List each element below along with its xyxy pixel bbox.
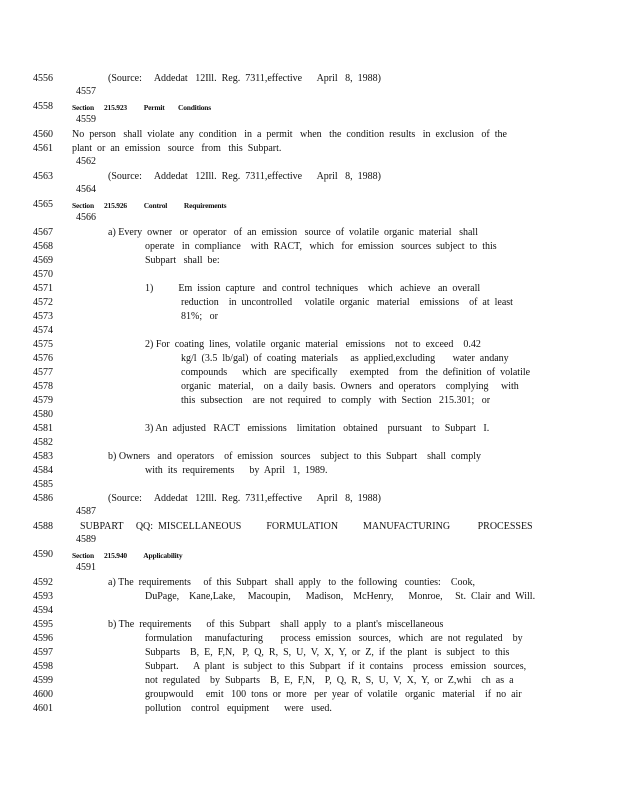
text-line: plant or an emission source from this Subpart.: [72, 143, 282, 154]
text-line: Subpart. A plant is subject to this Subpart if it contains process emission sources,: [145, 661, 527, 672]
text-line: (Source: Addedat 12Ill. Reg. 7311,effective April 8, 1988): [108, 73, 382, 84]
text-line: 2) For coating lines, volatile organic material emissions not to exceed 0.42: [145, 339, 481, 350]
text-line: No person shall violate any condition in a permit when the condition results in exclusion of the: [72, 129, 507, 140]
line-number: 4599: [33, 675, 53, 686]
line-number: 4592: [33, 577, 53, 588]
line-number: 4557: [76, 86, 96, 97]
text-line: DuPage, Kane,Lake, Macoupin, Madison, McHenry, Monroe, St. Clair and Will.: [145, 591, 536, 602]
line-number: 4564: [76, 184, 96, 195]
line-number: 4572: [33, 297, 53, 308]
line-number: 4569: [33, 255, 53, 266]
line-number: 4574: [33, 325, 53, 336]
text-line: compounds which are specifically exempted from the definition of volatile: [181, 367, 531, 378]
line-number: 4568: [33, 241, 53, 252]
section-heading: Section 215.923 Permit Conditions: [72, 103, 211, 112]
section-heading: Section 215.926 Control Requirements: [72, 201, 227, 210]
line-number: 4586: [33, 493, 53, 504]
text-line: organic material, on a daily basis. Owners and operators complying with: [181, 381, 519, 392]
line-number: 4575: [33, 339, 53, 350]
line-number: 4560: [33, 129, 53, 140]
line-number: 4583: [33, 451, 53, 462]
line-number: 4570: [33, 269, 53, 280]
line-number: 4588: [33, 521, 53, 532]
line-number: 4556: [33, 73, 53, 84]
line-number: 4587: [76, 506, 96, 517]
text-line: 81%; or: [181, 311, 218, 322]
line-number: 4580: [33, 409, 53, 420]
text-line: formulation manufacturing process emission sources, which are not regulated by: [145, 633, 523, 644]
text-line: (Source: Addedat 12Ill. Reg. 7311,effective April 8, 1988): [108, 171, 382, 182]
line-number: 4562: [76, 156, 96, 167]
line-number: 4600: [33, 689, 53, 700]
line-number: 4567: [33, 227, 53, 238]
line-number: 4579: [33, 395, 53, 406]
text-line: reduction in uncontrolled volatile organic material emissions of at least: [181, 297, 513, 308]
line-number: 4571: [33, 283, 53, 294]
line-number: 4596: [33, 633, 53, 644]
line-number: 4565: [33, 199, 53, 210]
text-line: kg/l (3.5 lb/gal) of coating materials as applied,excluding water andany: [181, 353, 509, 364]
line-number: 4597: [33, 647, 53, 658]
line-number: 4581: [33, 423, 53, 434]
text-line: a) The requirements of this Subpart shall apply to the following counties: Cook,: [108, 577, 475, 588]
line-number: 4593: [33, 591, 53, 602]
text-line: pollution control equipment were used.: [145, 703, 332, 714]
line-number: 4576: [33, 353, 53, 364]
text-line: b) The requirements of this Subpart shall apply to a plant's miscellaneous: [108, 619, 444, 630]
text-line: not regulated by Subparts B, E, F,N, P, Q, R, S, U, V, X, Y, or Z,whi ch as a: [145, 675, 514, 686]
line-number: 4561: [33, 143, 53, 154]
text-line: (Source: Addedat 12Ill. Reg. 7311,effective April 8, 1988): [108, 493, 382, 504]
line-number: 4591: [76, 562, 96, 573]
text-line: with its requirements by April 1, 1989.: [145, 465, 328, 476]
text-line: Subparts B, E, F,N, P, Q, R, S, U, V, X, Y, or Z, if the plant is subject to this: [145, 647, 510, 658]
line-number: 4582: [33, 437, 53, 448]
line-number: 4558: [33, 101, 53, 112]
text-line: b) Owners and operators of emission sources subject to this Subpart shall comply: [108, 451, 481, 462]
text-line: groupwould emit 100 tons or more per year of volatile organic material if no air: [145, 689, 522, 700]
line-number: 4559: [76, 114, 96, 125]
line-number: 4595: [33, 619, 53, 630]
line-number: 4590: [33, 549, 53, 560]
text-line: Subpart shall be:: [145, 255, 220, 266]
line-number: 4589: [76, 534, 96, 545]
text-line: SUBPART QQ: MISCELLANEOUS FORMULATION MANUFACTURING PROCESSES: [80, 521, 533, 532]
line-number: 4585: [33, 479, 53, 490]
line-number: 4598: [33, 661, 53, 672]
text-line: operate in compliance with RACT, which for emission sources subject to this: [145, 241, 497, 252]
line-number: 4601: [33, 703, 53, 714]
text-line: a) Every owner or operator of an emission source of volatile organic material shall: [108, 227, 478, 238]
section-heading: Section 215.940 Applicability: [72, 551, 183, 560]
text-line: 3) An adjusted RACT emissions limitation obtained pursuant to Subpart I.: [145, 423, 490, 434]
line-number: 4578: [33, 381, 53, 392]
text-line: 1) Em ission capture and control techniques which achieve an overall: [145, 283, 481, 294]
line-number: 4577: [33, 367, 53, 378]
text-line: this subsection are not required to comply with Section 215.301; or: [181, 395, 491, 406]
line-number: 4566: [76, 212, 96, 223]
line-number: 4584: [33, 465, 53, 476]
line-number: 4573: [33, 311, 53, 322]
line-number: 4594: [33, 605, 53, 616]
line-number: 4563: [33, 171, 53, 182]
